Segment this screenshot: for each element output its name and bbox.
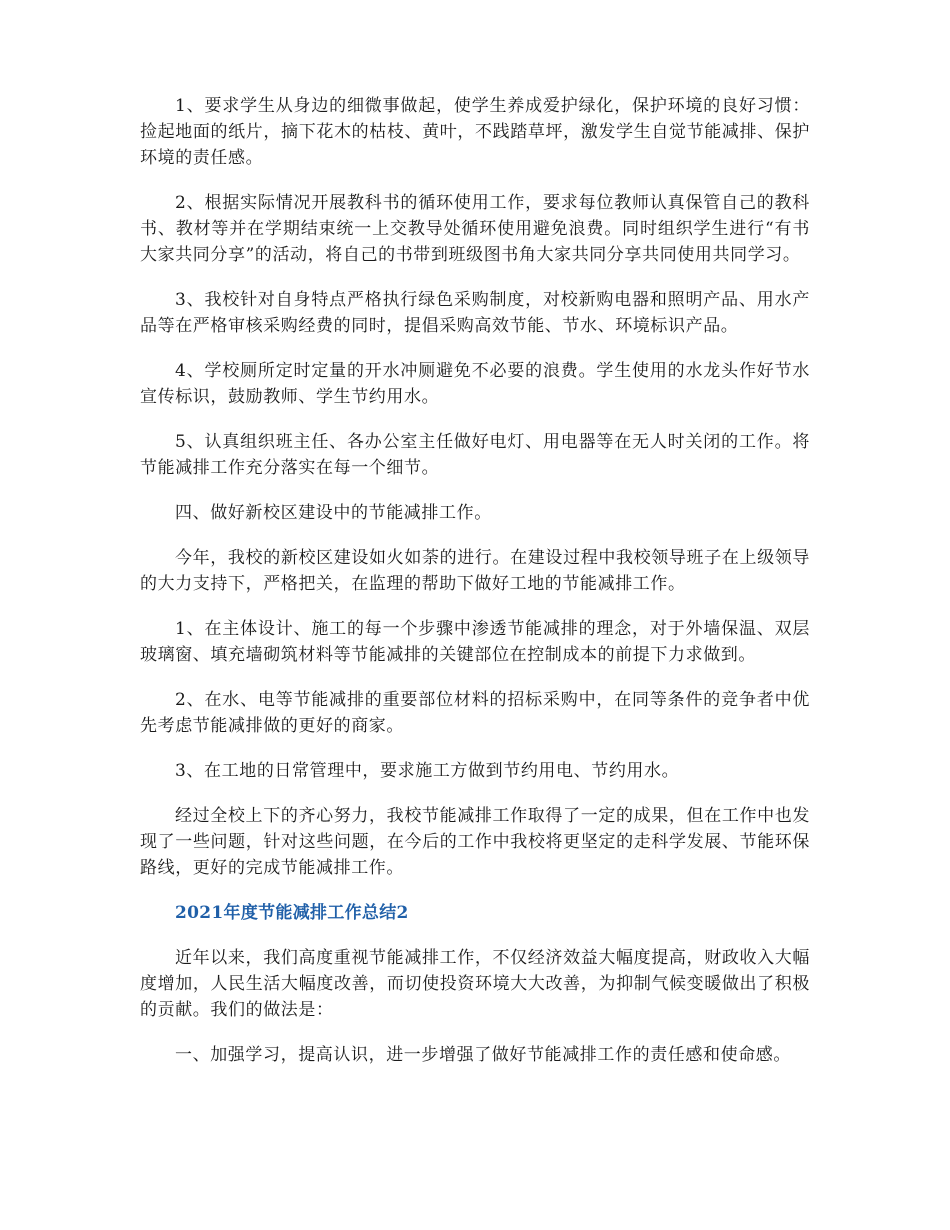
body-paragraph: 今年，我校的新校区建设如火如荼的进行。在建设过程中我校领导班子在上级领导的大力支持下，严格把关，在监理的帮助下做好工地的节能减排工作。 (140, 548, 810, 594)
body-paragraph: 4、学校厕所定时定量的开水冲厕避免不必要的浪费。学生使用的水龙头作好节水宣传标识，鼓励教师、学生节约用水。 (140, 361, 810, 407)
body-paragraph: 1、在主体设计、施工的每一个步骤中渗透节能减排的理念，对于外墙保温、双层玻璃窗、填充墙砌筑材料等节能减排的关键部位在控制成本的前提下力求做到。 (140, 619, 810, 665)
body-paragraph: 2、在水、电等节能减排的重要部位材料的招标采购中，在同等条件的竞争者中优先考虑节能减排做的更好的商家。 (140, 690, 810, 736)
section-heading-paragraph: 四、做好新校区建设中的节能减排工作。 (175, 503, 492, 523)
body-paragraph: 一、加强学习，提高认识，进一步增强了做好节能减排工作的责任感和使命感。 (175, 1045, 791, 1065)
body-paragraph: 5、认真组织班主任、各办公室主任做好电灯、用电器等在无人时关闭的工作。将节能减排工作充分落实在每一个细节。 (140, 432, 810, 478)
body-paragraph: 3、我校针对自身特点严格执行绿色采购制度，对校新购电器和照明产品、用水产品等在严格审核采购经费的同时，提倡采购高效节能、节水、环境标识产品。 (140, 290, 810, 336)
body-paragraph: 2、根据实际情况开展教科书的循环使用工作，要求每位教师认真保管自己的教科书、教材等并在学期结束统一上交教导处循环使用避免浪费。同时组织学生进行“有书大家共同分享”的活动，将自己的书带到班级图书角大家共同分享共同使用共同学习。 (140, 193, 810, 265)
body-paragraph: 经过全校上下的齐心努力，我校节能减排工作取得了一定的成果，但在工作中也发现了一些问题，针对这些问题，在今后的工作中我校将更坚定的走科学发展、节能环保路线，更好的完成节能减排工作。 (140, 806, 810, 878)
body-paragraph: 1、要求学生从身边的细微事做起，使学生养成爱护绿化，保护环境的良好习惯：捡起地面的纸片，摘下花木的枯枝、黄叶，不践踏草坪，激发学生自觉节能减排、保护环境的责任感。 (140, 96, 810, 168)
document-heading: 2021年度节能减排工作总结2 (175, 903, 409, 923)
body-paragraph: 近年以来，我们高度重视节能减排工作，不仅经济效益大幅度提高，财政收入大幅度增加，人民生活大幅度改善，而切使投资环境大大改善，为抑制气候变暖做出了积极的贡献。我们的做法是： (140, 948, 810, 1020)
body-paragraph: 3、在工地的日常管理中，要求施工方做到节约用电、节约用水。 (175, 761, 680, 781)
